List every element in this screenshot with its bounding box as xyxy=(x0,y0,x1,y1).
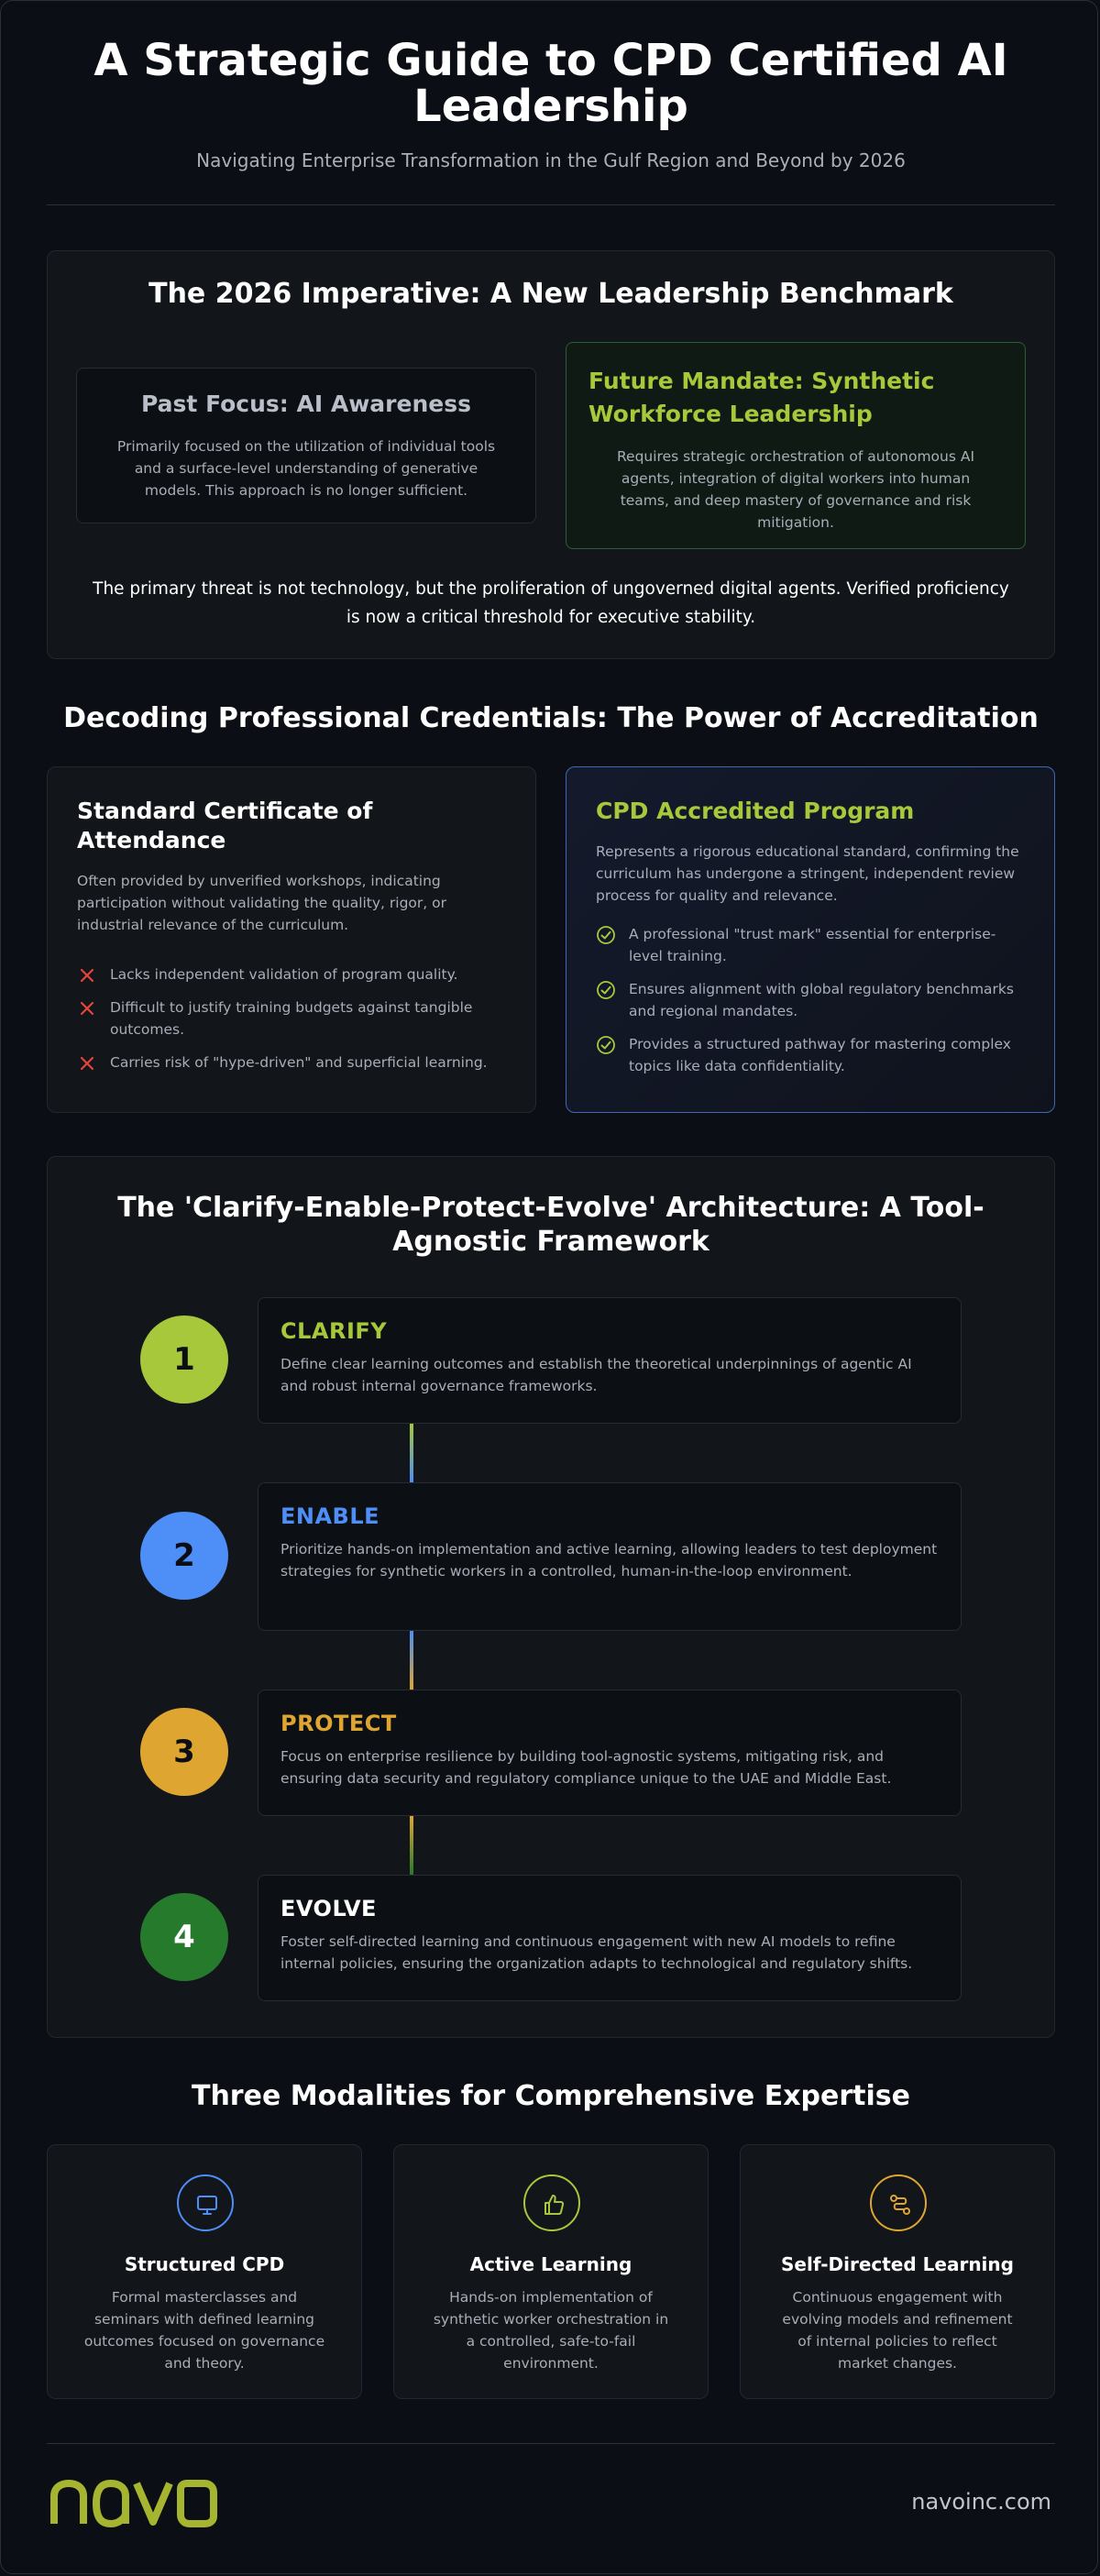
step-name: EVOLVE xyxy=(280,1896,377,1921)
step-text: Prioritize hands-on implementation and active learning, allowing leaders to test deployment strategies for synthetic workers in a controlled, human-in-the-loop environment. xyxy=(280,1541,938,1580)
list-item-text: Lacks independent validation of program quality. xyxy=(110,966,458,983)
step-protect xyxy=(258,1690,962,1816)
modality-text: Hands-on implementation of synthetic worker orchestration in a controlled, safe-to-fail environment. xyxy=(433,2289,669,2372)
cpd-accredited-list xyxy=(566,923,1054,1077)
modalities-title: Three Modalities for Comprehensive Expertise xyxy=(191,2080,910,2112)
step-number-badge: 3 xyxy=(140,1708,228,1796)
monitor-icon xyxy=(177,2174,234,2231)
thumbs-up-icon xyxy=(523,2174,580,2231)
list-item xyxy=(77,1051,506,1073)
modality-text: Formal masterclasses and seminars with defined learning outcomes focused on governance and theory. xyxy=(83,2289,325,2372)
list-item-text: Ensures alignment with global regulatory benchmarks and regional mandates. xyxy=(629,981,1014,1019)
past-focus-text: Primarily focused on the utilization of individual tools and a surface-level understanding of generative models. This approach is no longer sufficient. xyxy=(116,438,496,499)
navo-logo xyxy=(49,2476,219,2531)
footer-url-link[interactable]: navoinc.com xyxy=(911,2489,1051,2515)
list-item xyxy=(596,923,1025,967)
cpd-accredited-card xyxy=(566,766,1055,1113)
future-mandate-title: Future Mandate: Synthetic Workforce Leadership xyxy=(588,368,935,427)
step-name: ENABLE xyxy=(280,1503,380,1529)
step-text: Focus on enterprise resilience by building tool-agnostic systems, mitigating risk, and ensuring data security and regulatory compliance unique to the UAE and Middle East. xyxy=(280,1748,892,1787)
step-number-badge: 2 xyxy=(140,1512,228,1600)
step-name: CLARIFY xyxy=(280,1318,388,1344)
step-text: Foster self-directed learning and continuous engagement with new AI models to refine internal policies, ensuring the organization adapts to technological and regulatory shifts. xyxy=(280,1933,913,1972)
list-item xyxy=(596,1033,1025,1077)
modality-card-self-directed xyxy=(740,2144,1055,2399)
x-icon xyxy=(77,1053,97,1073)
x-icon xyxy=(77,998,97,1018)
standard-certificate-desc: Often provided by unverified workshops, indicating participation without validating the quality, rigor, or industrial relevance of the curriculum. xyxy=(77,873,446,933)
list-item-text: Carries risk of "hype-driven" and superficial learning. xyxy=(110,1054,488,1071)
footer-divider xyxy=(47,2443,1055,2444)
header-divider xyxy=(47,204,1055,205)
route-icon xyxy=(870,2174,927,2231)
list-item xyxy=(77,996,506,1040)
page-header xyxy=(47,35,1055,171)
step-connector xyxy=(410,1816,413,1875)
standard-certificate-list xyxy=(48,963,535,1073)
page-title: A Strategic Guide to CPD Certified AI Leadership xyxy=(94,35,1008,132)
modality-card-active-learning xyxy=(393,2144,709,2399)
step-name: PROTECT xyxy=(280,1711,397,1736)
modality-title: Active Learning xyxy=(469,2253,632,2275)
step-enable xyxy=(258,1482,962,1631)
imperative-title: The 2026 Imperative: A New Leadership Benchmark xyxy=(148,278,953,310)
x-icon xyxy=(77,965,97,985)
modality-card-structured-cpd xyxy=(47,2144,362,2399)
step-evolve xyxy=(258,1875,962,2001)
future-mandate-box xyxy=(566,342,1026,549)
step-number-badge: 4 xyxy=(140,1893,228,1981)
cpd-accredited-title: CPD Accredited Program xyxy=(596,798,915,824)
check-circle-icon xyxy=(596,925,616,945)
step-connector xyxy=(410,1631,413,1690)
standard-certificate-title: Standard Certificate of Attendance xyxy=(77,798,373,853)
step-connector xyxy=(410,1424,413,1482)
modality-title: Structured CPD xyxy=(124,2253,285,2275)
list-item-text: Difficult to justify training budgets against tangible outcomes. xyxy=(110,999,473,1038)
future-mandate-text: Requires strategic orchestration of autonomous AI agents, integration of digital workers into human teams, and deep mastery of governance and risk mitigation. xyxy=(616,448,975,531)
list-item-text: Provides a structured pathway for mastering complex topics like data confidentiality. xyxy=(629,1036,1011,1074)
step-text: Define clear learning outcomes and establish the theoretical underpinnings of agentic AI and robust internal governance frameworks. xyxy=(280,1356,912,1394)
check-circle-icon xyxy=(596,980,616,1000)
check-circle-icon xyxy=(596,1035,616,1055)
credentials-title: Decoding Professional Credentials: The Power of Accreditation xyxy=(63,702,1039,734)
step-clarify xyxy=(258,1297,962,1424)
list-item xyxy=(77,963,506,985)
imperative-note: The primary threat is not technology, but the proliferation of ungoverned digital agents. Verified proficiency is now a critical threshold for executive stability. xyxy=(93,579,1009,627)
cpd-accredited-desc: Represents a rigorous educational standard, confirming the curriculum has undergone a stringent, independent review process for quality and relevance. xyxy=(596,843,1019,904)
list-item-text: A professional "trust mark" essential for enterprise-level training. xyxy=(629,926,996,964)
standard-certificate-card xyxy=(47,766,536,1113)
modality-text: Continuous engagement with evolving models and refinement of internal policies to reflect market changes. xyxy=(782,2289,1013,2372)
step-number-badge: 1 xyxy=(140,1316,228,1404)
list-item xyxy=(596,978,1025,1022)
past-focus-box xyxy=(76,368,536,523)
past-focus-title: Past Focus: AI Awareness xyxy=(141,391,471,417)
modality-title: Self-Directed Learning xyxy=(781,2253,1014,2275)
architecture-title: The 'Clarify-Enable-Protect-Evolve' Architecture: A Tool-Agnostic Framework xyxy=(117,1192,984,1258)
page-subtitle: Navigating Enterprise Transformation in the Gulf Region and Beyond by 2026 xyxy=(196,149,906,171)
